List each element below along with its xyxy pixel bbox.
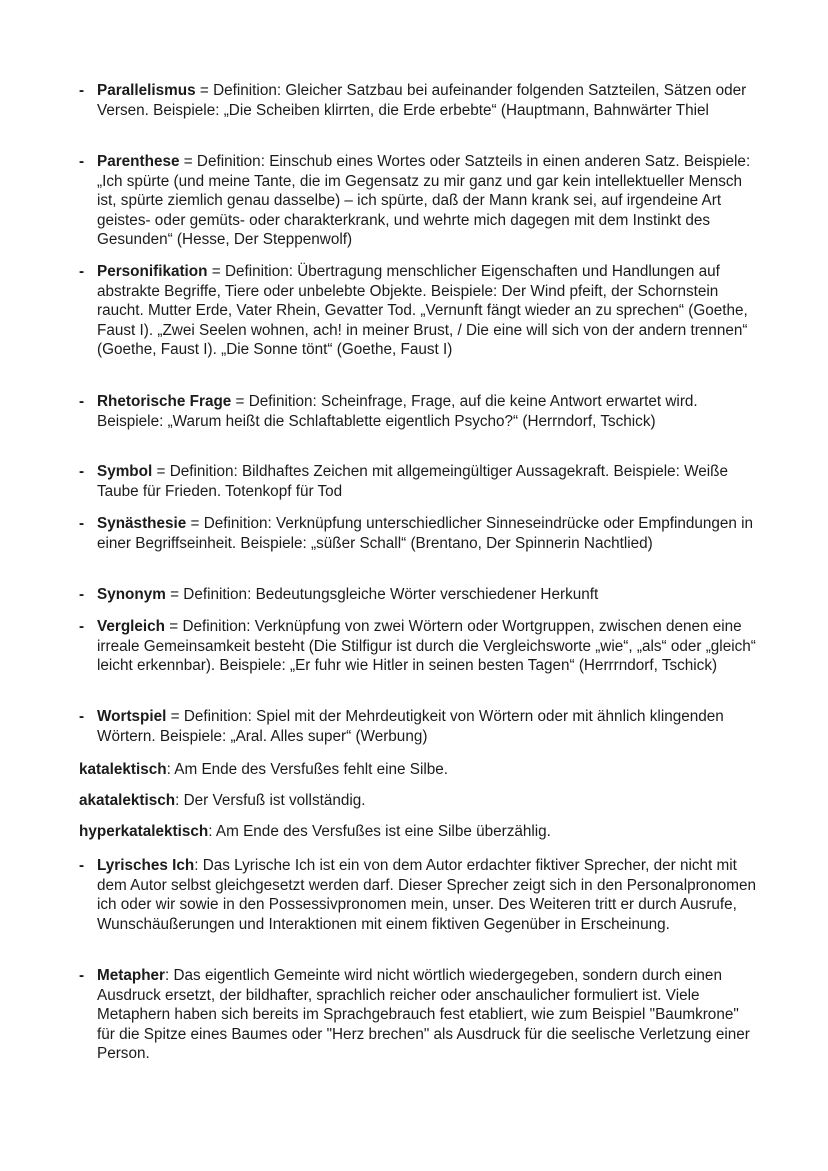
entry-text: Am Ende des Versfußes fehlt eine Silbe. — [174, 761, 449, 778]
entry-separator: = — [186, 515, 204, 532]
entry-separator: = — [195, 82, 214, 99]
entry-separator: : — [166, 761, 175, 778]
bullet-dash: - — [79, 263, 85, 280]
entry-term: katalektisch — [79, 761, 167, 778]
definition-entry-parenthese — [97, 152, 757, 250]
entry-text: Definition: Gleicher Satzbau bei aufeinander folgenden Satzteilen, Sätzen oder Versen. Beispiele: „Die Scheiben klirrten, die Erde erbebte“ (Hauptmann, Bahnwärter Thiel — [97, 82, 747, 119]
entry-term: Synonym — [97, 586, 166, 603]
entry-text: Der Versfuß ist vollständig. — [183, 792, 366, 809]
entry-separator: = — [152, 463, 170, 480]
entry-term: hyperkatalektisch — [79, 823, 209, 840]
entry-term: Synästhesie — [97, 515, 187, 532]
definition-entry-parallelismus — [97, 81, 757, 120]
bullet-dash: - — [79, 618, 85, 635]
definition-entry-vergleich — [97, 617, 757, 676]
bullet-dash: - — [79, 967, 85, 984]
plain-entry-akatalektisch — [79, 791, 759, 811]
entry-separator: : — [165, 967, 174, 984]
entry-separator: = — [231, 393, 249, 410]
entry-text: Definition: Verknüpfung unterschiedlicher Sinneseindrücke oder Empfindungen in einer Begriffseinheit. Beispiele: „süßer Schall“ (Brentano, Der Spinnerin Nachtlied) — [97, 515, 754, 552]
bullet-dash: - — [79, 82, 85, 99]
entry-text: Definition: Spiel mit der Mehrdeutigkeit von Wörtern oder mit ähnlich klingenden Wörtern. Beispiele: „Aral. Alles super“ (Werbung) — [97, 708, 724, 745]
entry-term: Vergleich — [97, 618, 166, 635]
plain-entry-hyperkatalektisch — [79, 822, 759, 842]
entry-separator: = — [165, 586, 184, 603]
bullet-dash: - — [79, 586, 85, 603]
entry-term: Lyrisches Ich — [97, 857, 195, 874]
entry-text: Das Lyrische Ich ist ein von dem Autor erdachter fiktiver Sprecher, der nicht mit dem Autor selbst gleichgesetzt werden darf. Dieser Sprecher zeigt sich in den Personalpronomen ich oder wir sowie in den Possessivpronomen mein, unser. Des Weiteren tritt er durch Ausrufe, Wunschäußerungen und Interaktionen mit einem fiktiven Gegenüber in Erscheinung. — [97, 857, 756, 933]
entry-separator: = — [207, 263, 225, 280]
entry-term: Personifikation — [97, 263, 208, 280]
plain-entry-katalektisch — [79, 760, 759, 780]
entry-term: Parenthese — [97, 153, 180, 170]
bullet-dash: - — [79, 153, 85, 170]
entry-term: akatalektisch — [79, 792, 176, 809]
bullet-dash: - — [79, 393, 85, 410]
bullet-dash: - — [79, 515, 85, 532]
entry-term: Metapher — [97, 967, 165, 984]
bullet-dash: - — [79, 463, 85, 480]
definition-entry-synonym — [97, 585, 757, 605]
bullet-dash: - — [79, 708, 85, 725]
entry-text: Definition: Scheinfrage, Frage, auf die keine Antwort erwartet wird. Beispiele: „Warum heißt die Schlaftablette eigentlich Psycho?“ (Herrndorf, Tschick) — [97, 393, 698, 430]
entry-text: Definition: Bedeutungsgleiche Wörter verschiedener Herkunft — [183, 586, 599, 603]
entry-term: Parallelismus — [97, 82, 196, 99]
definition-entry-synaesthesie — [97, 514, 757, 553]
entry-term: Wortspiel — [97, 708, 167, 725]
entry-separator: = — [179, 153, 197, 170]
bullet-dash: - — [79, 857, 85, 874]
entry-separator: : — [175, 792, 184, 809]
entry-text: Am Ende des Versfußes ist eine Silbe überzählig. — [215, 823, 551, 840]
entry-text: Das eigentlich Gemeinte wird nicht wörtlich wiedergegeben, sondern durch einen Ausdruck ersetzt, der bildhafter, sprachlich reicher oder anschaulicher formuliert ist. Viele Metaphern haben sich bereits im Sprachgebrauch fest etabliert, wie zum Beispiel "Baumkrone" für die Spitze eines Baumes oder "Herz brechen" als Ausdruck für die seelische Verletzung einer Person. — [97, 967, 750, 1062]
entry-text: Definition: Übertragung menschlicher Eigenschaften und Handlungen auf abstrakte Begriffe, Tiere oder unbelebte Objekte. Beispiele: Der Wind pfeift, der Schornstein raucht. Mutter Erde, Vater Rhein, Gevatter Tod. „Vernunft fängt wieder an zu sprechen“ (Goethe, Faust I). „Zwei Seelen wohnen, ach! in meiner Brust, / Die eine will sich von der andern trennen“ (Goethe, Faust I). „Die Sonne tönt“ (Goethe, Faust I) — [97, 263, 748, 358]
entry-text: Definition: Einschub eines Wortes oder Satzteils in einen anderen Satz. Beispiele:„Ich spürte (und meine Tante, die im Gegensatz zu mir ganz und gar kein intellektueller Mensch ist, spürte ziemlich genau dasselbe) – ich spürte, daß der Mann krank sei, auf irgendeine Art geistes- oder gemüts- oder charakterkrank, und wehrte mich dagegen mit dem Instinkt des Gesunden“ (Hesse, Der Steppenwolf) — [97, 153, 751, 248]
entry-separator: = — [166, 708, 184, 725]
entry-text: Definition: Bildhaftes Zeichen mit allgemeingültiger Aussagekraft. Beispiele: Weiße Taube für Frieden. Totenkopf für Tod — [97, 463, 729, 500]
entry-separator: : — [208, 823, 216, 840]
definition-entry-personifikation — [97, 262, 757, 360]
definition-entry-symbol — [97, 462, 757, 501]
entry-term: Symbol — [97, 463, 153, 480]
entry-separator: : — [194, 857, 203, 874]
definition-entry-wortspiel — [97, 707, 757, 746]
entry-text: Definition: Verknüpfung von zwei Wörtern oder Wortgruppen, zwischen denen eine irreale Gemeinsamkeit besteht (Die Stilfigur ist durch die Vergleichsworte „wie“, „als“ oder „gleich“ leicht erkennbar). Beispiele: „Er fuhr wie Hitler in seinen besten Tagen“ (Herrrndorf, Tschick) — [97, 618, 756, 674]
entry-term: Rhetorische Frage — [97, 393, 232, 410]
definition-entry-rhetorische-frage — [97, 392, 757, 431]
definition-entry-metapher — [97, 966, 757, 1064]
entry-separator: = — [165, 618, 183, 635]
definition-entry-lyrisches-ich — [97, 856, 757, 934]
